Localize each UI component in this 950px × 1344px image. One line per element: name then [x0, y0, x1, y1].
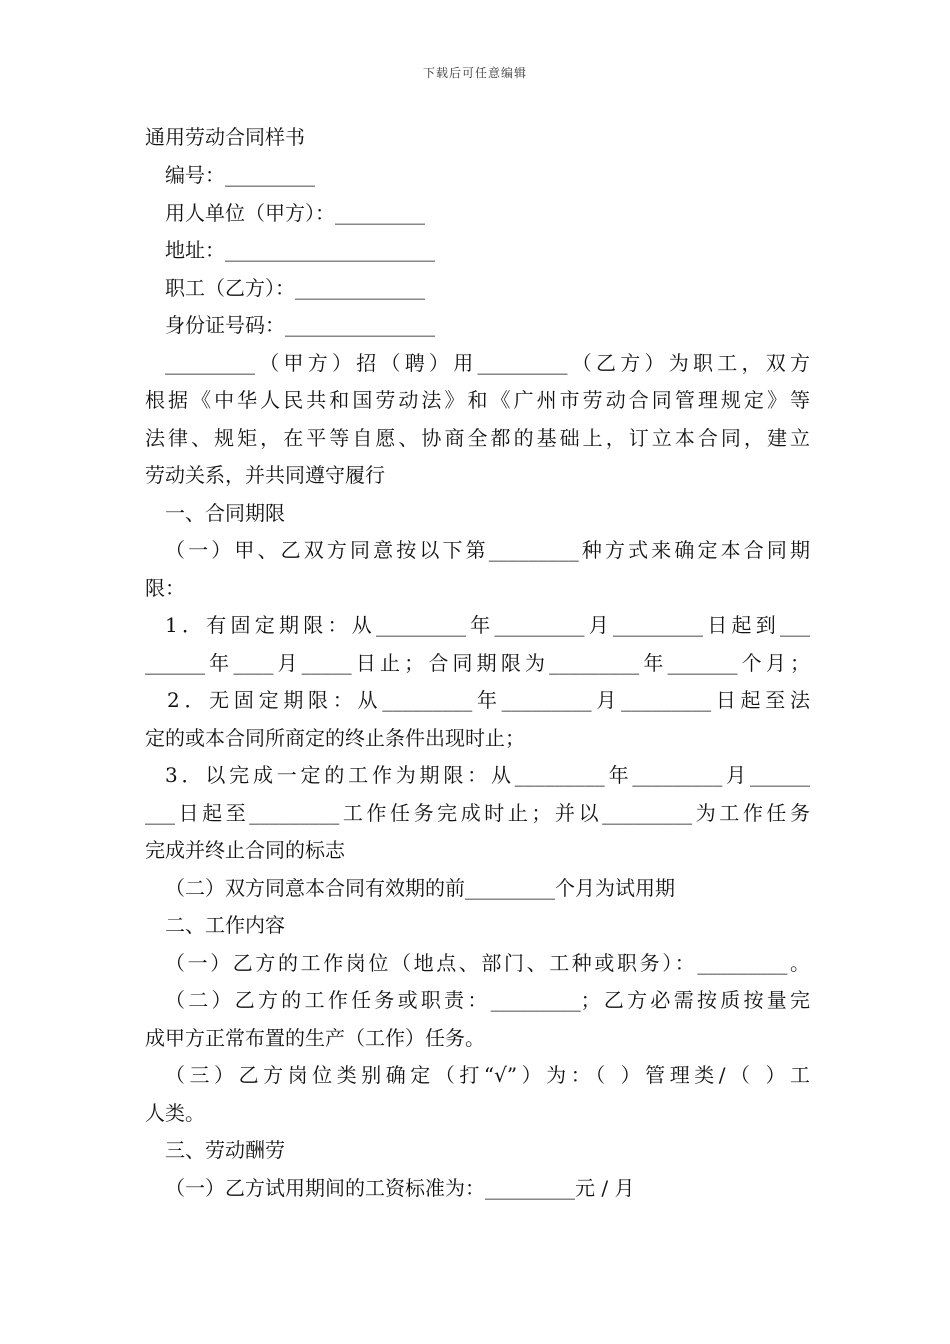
text-line: 用人单位（甲方）：_________	[165, 200, 425, 225]
text-line: （二）双方同意本合同有效期的前_________个月为试用期	[165, 875, 675, 900]
text-line: 编号：_________	[165, 163, 315, 187]
document-title: 通用劳动合同样书	[145, 125, 305, 149]
text-line: 1．有固定期限：从_________年_________月_________日起到___	[165, 613, 810, 637]
text-line: 完成并终止合同的标志	[145, 838, 345, 862]
page-header: 下载后可任意编辑	[422, 66, 527, 80]
text-line: （一）乙方的工作岗位（地点、部门、工种或职务）：_________。	[165, 950, 810, 975]
text-line: 地址：_____________________	[165, 238, 435, 262]
text-line: （一）乙方试用期间的工资标准为：_________元 / 月	[165, 1175, 635, 1200]
text-line: （一）甲、乙双方同意按以下第_________种方式来确定本合同期	[165, 538, 810, 562]
text-line: 3．以完成一定的工作为期限：从_________年_________月______	[165, 763, 810, 787]
text-line: 身份证号码：_______________	[165, 313, 435, 337]
text-line: 二、工作内容	[165, 913, 285, 937]
contract-body	[145, 117, 810, 1207]
text-line: _________（甲方）招（聘）用_________（乙方）为职工，双方	[165, 350, 810, 375]
text-line: ______年____月_____日止；合同期限为_________年_______个月；	[145, 650, 810, 675]
text-line: 职工（乙方）：_____________	[165, 275, 425, 300]
text-line: 2．无固定期限：从_________年_________月_________日起至法	[167, 688, 810, 712]
text-line: 成甲方正常布置的生产（工作）任务。	[145, 1025, 485, 1050]
text-line: 一、合同期限	[165, 500, 285, 525]
text-line: 法律、规矩，在平等自愿、协商全都的基础上，订立本合同，建立	[145, 425, 810, 450]
text-line: （三）乙方岗位类别确定（打“√”）为：（ ）管理类/（ ）工	[165, 1063, 810, 1087]
text-line: 劳动关系，并共同遵守履行	[145, 463, 385, 487]
text-line: 定的或本合同所商定的终止条件出现时止；	[145, 725, 525, 750]
text-line: 三、劳动酬劳	[165, 1138, 285, 1162]
text-line: 限：	[145, 575, 185, 600]
text-line: ___日起至_________工作任务完成时止；并以_________为工作任务	[145, 800, 810, 825]
text-line: 人类。	[145, 1100, 205, 1125]
text-line: 根据《中华人民共和国劳动法》和《广州市劳动合同管理规定》等	[145, 388, 810, 412]
text-line: （二）乙方的工作任务或职责：_________；乙方必需按质按量完	[165, 988, 810, 1012]
